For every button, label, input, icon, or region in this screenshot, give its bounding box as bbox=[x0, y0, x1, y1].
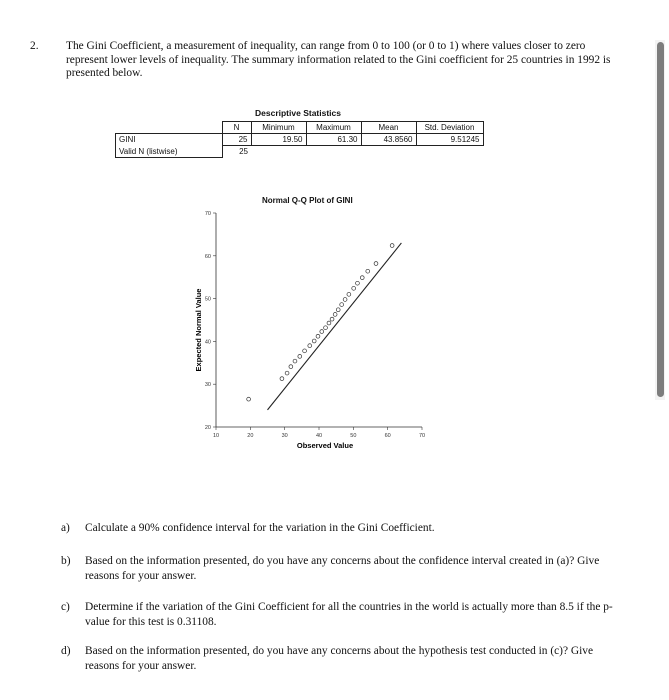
header-std-deviation: Std. Deviation bbox=[416, 122, 483, 134]
cell-minimum bbox=[251, 146, 306, 158]
header-minimum: Minimum bbox=[251, 122, 306, 134]
qq-plot bbox=[190, 205, 440, 465]
stats-table-title: Descriptive Statistics bbox=[255, 108, 341, 118]
data-point bbox=[336, 308, 340, 312]
data-point bbox=[293, 359, 297, 363]
data-point bbox=[347, 292, 351, 296]
header-mean: Mean bbox=[361, 122, 416, 134]
cell-std bbox=[416, 146, 483, 158]
data-point bbox=[298, 354, 302, 358]
x-tick-label: 20 bbox=[247, 433, 254, 439]
data-point bbox=[343, 298, 347, 302]
y-tick-label: 70 bbox=[204, 211, 211, 217]
table-row bbox=[116, 134, 484, 146]
y-tick-label: 20 bbox=[204, 425, 211, 431]
data-point bbox=[340, 303, 344, 307]
x-tick-label: 50 bbox=[350, 433, 357, 439]
cell-n: 25 bbox=[239, 147, 248, 156]
data-point bbox=[289, 365, 293, 369]
cell-mean bbox=[361, 146, 416, 158]
sub-question-label: b) bbox=[61, 555, 71, 567]
x-tick-label: 40 bbox=[315, 433, 323, 439]
y-tick-label: 30 bbox=[204, 382, 211, 389]
chart-title: Normal Q-Q Plot of GINI bbox=[262, 196, 353, 205]
sub-question-text: Determine if the variation of the Gini Coefficient for all the countries in the world is actually more than 8.5 if the p-value for this test is 0.31108. bbox=[85, 601, 613, 628]
cell-n: 25 bbox=[222, 134, 251, 146]
table-row bbox=[116, 146, 484, 158]
qq-reference-line bbox=[268, 243, 402, 410]
data-point bbox=[333, 313, 337, 317]
cell-minimum: 19.50 bbox=[251, 134, 306, 146]
sub-question-text: Based on the information presented, do you have any concerns about the hypothesis test conducted in (c)? Give reasons for your answer. bbox=[85, 645, 594, 672]
data-point bbox=[285, 371, 289, 375]
x-tick-label: 60 bbox=[384, 433, 391, 439]
data-point bbox=[374, 262, 378, 266]
cell-maximum bbox=[306, 146, 361, 158]
row-label: Valid N (listwise) bbox=[116, 146, 223, 158]
sub-question-label: d) bbox=[61, 645, 71, 657]
data-point bbox=[303, 349, 307, 353]
data-point bbox=[360, 276, 364, 280]
y-axis-label: Expected Normal Value bbox=[194, 288, 203, 372]
sub-question-label: c) bbox=[61, 601, 70, 613]
header-n: N bbox=[222, 122, 251, 134]
row-label: GINI bbox=[116, 134, 223, 146]
qq-points bbox=[247, 244, 394, 401]
cell-maximum: 61.30 bbox=[306, 134, 361, 146]
data-point bbox=[308, 344, 312, 348]
scrollbar-thumb[interactable] bbox=[657, 42, 664, 397]
data-point bbox=[356, 281, 360, 285]
y-tick-label: 60 bbox=[204, 253, 211, 260]
question-text: The Gini Coefficient, a measurement of inequality, can range from 0 to 100 (or 0 to 1) where values closer to zero represent lower levels of inequality. The summary information related to the Gini coefficient for 25 countries in 1992 is presented below. bbox=[66, 40, 611, 79]
cell-std: 9.51245 bbox=[416, 134, 483, 146]
descriptive-statistics-table bbox=[115, 121, 484, 158]
data-point bbox=[247, 397, 251, 401]
y-tick-label: 50 bbox=[204, 296, 211, 303]
y-tick-label: 40 bbox=[204, 339, 211, 346]
header-maximum: Maximum bbox=[306, 122, 361, 134]
data-point bbox=[316, 334, 320, 338]
data-point bbox=[312, 339, 316, 343]
qq-axes bbox=[205, 211, 425, 439]
data-point bbox=[280, 377, 284, 381]
x-tick-label: 30 bbox=[281, 433, 288, 439]
sub-question-label: a) bbox=[61, 522, 70, 534]
data-point bbox=[352, 286, 356, 290]
table-header-row bbox=[116, 122, 484, 134]
data-point bbox=[366, 269, 370, 273]
data-point bbox=[320, 330, 324, 334]
x-tick-label: 10 bbox=[212, 433, 220, 439]
cell-mean: 43.8560 bbox=[361, 134, 416, 146]
sub-question-text: Calculate a 90% confidence interval for the variation in the Gini Coefficient. bbox=[85, 522, 435, 534]
x-axis-label: Observed Value bbox=[296, 441, 354, 450]
data-point bbox=[390, 244, 394, 248]
data-point bbox=[330, 317, 334, 321]
data-point bbox=[324, 326, 328, 330]
reference-line bbox=[268, 243, 402, 410]
data-point bbox=[327, 321, 331, 325]
question-number: 2. bbox=[30, 40, 39, 52]
sub-question-text: Based on the information presented, do you have any concerns about the confidence interval created in (a)? Give reasons for your answer. bbox=[85, 555, 600, 582]
x-tick-label: 70 bbox=[418, 433, 426, 439]
